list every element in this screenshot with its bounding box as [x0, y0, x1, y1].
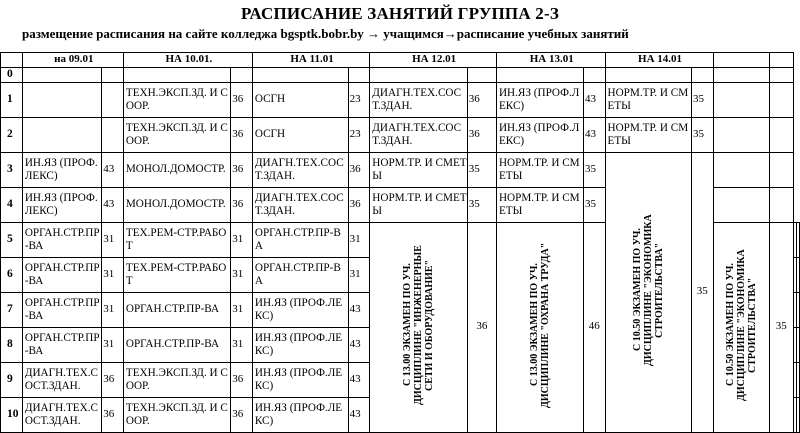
subject-cell: ОСГН	[252, 117, 348, 152]
empty-cell	[583, 68, 605, 83]
extra-col	[769, 187, 793, 222]
room-cell: 36	[231, 117, 253, 152]
subject-cell: ДИАГН.ТЕХ.СОСТ.ЗДАН.	[370, 117, 467, 152]
room-cell: 36	[102, 362, 124, 397]
subject-cell: ОРГАН.СТР.ПР-ВА	[22, 257, 101, 292]
subject-cell: ДИАГН.ТЕХ.СОСТ.ЗДАН.	[252, 152, 348, 187]
lesson-number: 2	[1, 117, 23, 152]
room-cell: 43	[348, 327, 370, 362]
room-cell: 43	[348, 362, 370, 397]
exam-text: С 10.50 ЭКЗАМЕН ПО УЧ. ДИСЦИПЛИНЕ "ЭКОНОМИКА СТРОИТЕЛЬСТВА"	[631, 213, 665, 366]
room-cell: 36	[348, 152, 370, 187]
room-cell	[102, 82, 124, 117]
empty-cell	[252, 68, 348, 83]
empty-cell	[496, 68, 583, 83]
exam-room: 35	[691, 152, 713, 432]
subject-cell: ТЕХ.РЕМ-СТР.РАБОТ	[123, 257, 230, 292]
room-cell: 35	[691, 82, 713, 117]
subject-cell: МОНОЛ.ДОМОСТР.	[123, 187, 230, 222]
extra-col	[769, 53, 793, 68]
room-cell: 31	[102, 257, 124, 292]
room-cell: 35	[691, 117, 713, 152]
room-cell: 31	[102, 327, 124, 362]
exam-room: 36	[467, 222, 496, 432]
room-cell: 36	[467, 82, 496, 117]
room-cell: 31	[231, 222, 253, 257]
room-cell: 23	[348, 117, 370, 152]
lesson-number: 1	[1, 82, 23, 117]
room-cell: 35	[467, 152, 496, 187]
date-header: НА 12.01	[370, 53, 497, 68]
room-cell: 43	[102, 152, 124, 187]
room-cell: 43	[583, 82, 605, 117]
subject-cell: ОСГН	[252, 82, 348, 117]
room-cell: 31	[348, 222, 370, 257]
room-cell: 35	[467, 187, 496, 222]
extra-col	[797, 257, 800, 292]
extra-col	[797, 397, 800, 432]
room-cell: 31	[102, 222, 124, 257]
lesson-number: 9	[1, 362, 23, 397]
room-cell: 31	[231, 327, 253, 362]
subject-cell: ОРГАН.СТР.ПР-ВА	[22, 292, 101, 327]
subject-cell: ТЕХ.РЕМ-СТР.РАБОТ	[123, 222, 230, 257]
page-subtitle: размещение расписания на сайте колледжа bgsptk.bobr.by → учащимся→расписание учебных занятий	[22, 26, 629, 41]
empty-cell	[123, 68, 230, 83]
exam-text: С 13.00 ЭКЗАМЕН ПО УЧ. ДИСЦИПЛИНЕ "ОХРАНА ТРУДА"	[528, 242, 551, 408]
extra-col	[797, 222, 800, 257]
room-cell: 35	[583, 152, 605, 187]
room-cell: 36	[348, 187, 370, 222]
room-cell: 23	[348, 82, 370, 117]
date-header: НА 14.01	[605, 53, 713, 68]
date-header: НА 13.01	[496, 53, 605, 68]
lesson-number: 0	[1, 68, 23, 83]
subject-cell: ИН.ЯЗ (ПРОФ.ЛЕКС)	[252, 362, 348, 397]
lesson-row	[1, 68, 800, 83]
empty-cell	[102, 68, 124, 83]
subject-cell: ОРГАН.СТР.ПР-ВА	[22, 327, 101, 362]
extra-col	[769, 117, 793, 152]
empty-cell	[348, 68, 370, 83]
empty-cell	[370, 68, 467, 83]
exam-text: С 13.00 ЭКЗАМЕН ПО УЧ. ДИСЦИПЛИНЕ "ИНЖЕНЕРНЫЕ СЕТИ И ОБОРУДОВАНИЕ"	[402, 244, 436, 405]
room-cell: 36	[231, 82, 253, 117]
date-header: на 09.01	[22, 53, 123, 68]
subject-cell	[22, 82, 101, 117]
lesson-row	[1, 152, 800, 187]
header-row	[1, 53, 800, 68]
subject-cell: НОРМ.ТР. И СМЕТЫ	[496, 152, 583, 187]
subject-cell: НОРМ.ТР. И СМЕТЫ	[370, 187, 467, 222]
room-cell: 36	[231, 397, 253, 432]
subject-cell: ОРГАН.СТР.ПР-ВА	[252, 222, 348, 257]
subject-cell: ТЕХН.ЭКСП.ЗД. И СООР.	[123, 397, 230, 432]
page-title: РАСПИСАНИЕ ЗАНЯТИЙ ГРУППА 2-З	[240, 4, 560, 23]
subject-cell: ИН.ЯЗ (ПРОФ.ЛЕКС)	[22, 187, 101, 222]
subject-cell: ДИАГН.ТЕХ.СОСТ.ЗДАН.	[252, 187, 348, 222]
room-cell: 31	[231, 292, 253, 327]
subject-cell: ИН.ЯЗ (ПРОФ.ЛЕКС)	[496, 117, 583, 152]
date-header: НА 10.01.	[123, 53, 252, 68]
subject-cell: НОРМ.ТР. И СМЕТЫ	[605, 117, 691, 152]
date-header: НА 11.01	[252, 53, 369, 68]
subject-cell: ТЕХН.ЭКСП.ЗД. И СООР.	[123, 82, 230, 117]
subject-cell: ОРГАН.СТР.ПР-ВА	[22, 222, 101, 257]
subject-cell: ИН.ЯЗ (ПРОФ.ЛЕКС)	[252, 397, 348, 432]
room-cell: 31	[231, 257, 253, 292]
subject-cell: ИН.ЯЗ (ПРОФ.ЛЕКС)	[252, 292, 348, 327]
room-cell: 36	[231, 362, 253, 397]
subject-cell: НОРМ.ТР. И СМЕТЫ	[496, 187, 583, 222]
room-cell: 36	[231, 152, 253, 187]
room-cell: 43	[583, 117, 605, 152]
subject-cell: НОРМ.ТР. И СМЕТЫ	[605, 82, 691, 117]
room-cell: 36	[231, 187, 253, 222]
extra-col	[769, 152, 793, 187]
extra-col	[769, 82, 793, 117]
exam-room: 35	[769, 222, 793, 432]
exam-notice	[496, 222, 583, 432]
extra-col	[797, 292, 800, 327]
extra-col	[797, 327, 800, 362]
extra-col	[713, 187, 769, 222]
subject-cell: ТЕХН.ЭКСП.ЗД. И СООР.	[123, 117, 230, 152]
lesson-number: 4	[1, 187, 23, 222]
subject-cell: ОРГАН.СТР.ПР-ВА	[123, 327, 230, 362]
subject-cell: ДИАГН.ТЕХ.СОСТ.ЗДАН.	[370, 82, 467, 117]
empty-cell	[691, 68, 713, 83]
lesson-number: 8	[1, 327, 23, 362]
subject-cell: ОРГАН.СТР.ПР-ВА	[123, 292, 230, 327]
subject-cell: ДИАГН.ТЕХ.СОСТ.ЗДАН.	[22, 397, 101, 432]
room-cell: 31	[348, 257, 370, 292]
room-cell	[102, 117, 124, 152]
subject-cell: ИН.ЯЗ (ПРОФ.ЛЕКС)	[252, 327, 348, 362]
exam-text: С 10.50 ЭКЗАМЕН ПО УЧ. ДИСЦИПЛИНЕ "ЭКОНОМИКА СТРОИТЕЛЬСТВА"	[724, 248, 758, 401]
lesson-row	[1, 117, 800, 152]
room-cell: 35	[583, 187, 605, 222]
room-cell: 43	[348, 397, 370, 432]
subject-cell: МОНОЛ.ДОМОСТР.	[123, 152, 230, 187]
subject-cell: ИН.ЯЗ (ПРОФ.ЛЕКС)	[496, 82, 583, 117]
subject-cell: ИН.ЯЗ (ПРОФ.ЛЕКС)	[22, 152, 101, 187]
exam-notice	[713, 222, 769, 432]
empty-cell	[467, 68, 496, 83]
room-cell: 36	[102, 397, 124, 432]
extra-col	[713, 53, 769, 68]
lesson-row	[1, 82, 800, 117]
subject-cell: ДИАГН.ТЕХ.СОСТ.ЗДАН.	[22, 362, 101, 397]
lesson-number: 3	[1, 152, 23, 187]
extra-col	[713, 152, 769, 187]
extra-col	[797, 362, 800, 397]
empty-cell	[605, 68, 691, 83]
exam-room: 46	[583, 222, 605, 432]
room-cell: 36	[467, 117, 496, 152]
lesson-number: 10	[1, 397, 23, 432]
lesson-number: 7	[1, 292, 23, 327]
exam-notice	[605, 152, 691, 432]
empty-cell	[22, 68, 101, 83]
room-cell: 31	[102, 292, 124, 327]
lesson-number: 5	[1, 222, 23, 257]
schedule-table	[0, 52, 800, 433]
extra-col	[713, 68, 769, 83]
room-cell: 43	[348, 292, 370, 327]
extra-col	[769, 68, 793, 83]
room-cell: 43	[102, 187, 124, 222]
header-corner	[1, 53, 23, 68]
exam-notice	[370, 222, 467, 432]
subject-cell	[22, 117, 101, 152]
subject-cell: НОРМ.ТР. И СМЕТЫ	[370, 152, 467, 187]
lesson-number: 6	[1, 257, 23, 292]
subject-cell: ТЕХН.ЭКСП.ЗД. И СООР.	[123, 362, 230, 397]
empty-cell	[231, 68, 253, 83]
subject-cell: ОРГАН.СТР.ПР-ВА	[252, 257, 348, 292]
extra-col	[713, 117, 769, 152]
extra-col	[713, 82, 769, 117]
